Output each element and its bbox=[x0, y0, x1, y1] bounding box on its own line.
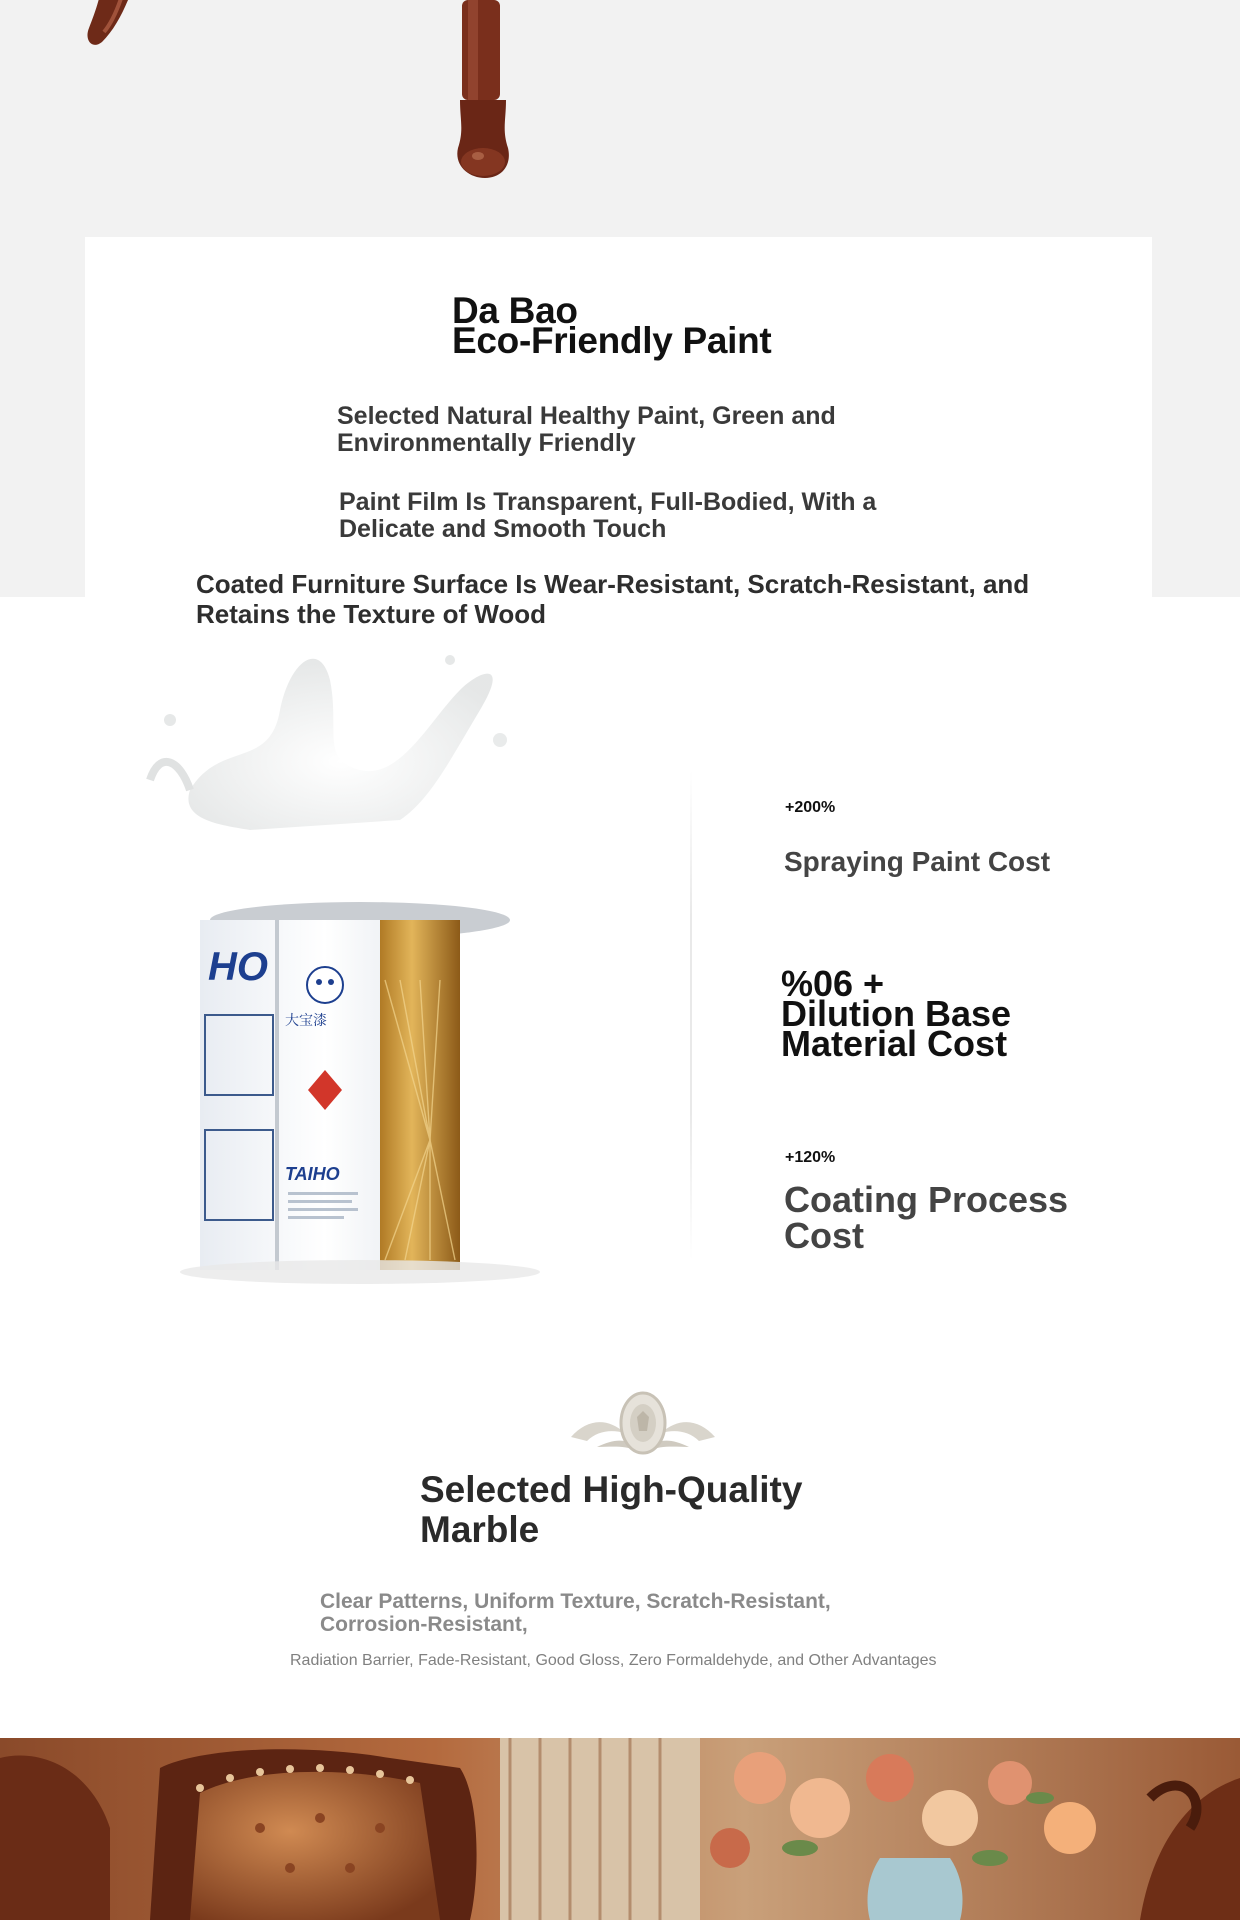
stat-1-value: +200% bbox=[785, 799, 836, 816]
svg-text:大宝漆: 大宝漆 bbox=[285, 1013, 327, 1029]
paint-can-image bbox=[130, 620, 690, 1290]
stat-2-block bbox=[781, 963, 1012, 1064]
stat-2-value: %06 + bbox=[781, 963, 885, 1004]
marble-title bbox=[420, 1470, 802, 1550]
marble-title-line-1: Selected High-Quality bbox=[420, 1469, 803, 1510]
feature-text-2: Paint Film Is Transparent, Full-Bodied, With a Delicate and Smooth Touch bbox=[339, 488, 877, 543]
feature-text-1: Selected Natural Healthy Paint, Green and Environmentally Friendly bbox=[337, 402, 836, 457]
brand-title-line-2: Eco-Friendly Paint bbox=[452, 320, 772, 361]
marble-title-line-2: Marble bbox=[420, 1509, 540, 1550]
furniture-photo bbox=[0, 1738, 1240, 1920]
svg-text:TAIHO: TAIHO bbox=[285, 1164, 340, 1184]
vertical-divider bbox=[690, 770, 692, 1260]
stat-3-value: +120% bbox=[785, 1149, 836, 1166]
feature-text-3: Coated Furniture Surface Is Wear-Resistant, Scratch-Resistant, and Retains the Texture of Wood bbox=[196, 569, 1030, 629]
brand-title-line-1: Da Bao bbox=[452, 290, 578, 331]
marble-description-1: Clear Patterns, Uniform Texture, Scratch-Resistant, Corrosion-Resistant, bbox=[320, 1590, 831, 1636]
brand-title bbox=[452, 290, 772, 361]
ornament-icon bbox=[567, 1389, 719, 1459]
stat-3-label bbox=[784, 1179, 1069, 1256]
stat-2-label-line-1: Dilution Base bbox=[781, 993, 1012, 1034]
stat-3-label-line-1: Coating Process bbox=[784, 1179, 1069, 1220]
chair-leg-center-image bbox=[450, 0, 520, 182]
marble-description-2: Radiation Barrier, Fade-Resistant, Good Gloss, Zero Formaldehyde, and Other Advantages bbox=[290, 1652, 937, 1669]
stat-3-label-line-2: Cost bbox=[784, 1215, 864, 1256]
svg-text:HO: HO bbox=[208, 945, 268, 989]
stat-1-label: Spraying Paint Cost bbox=[784, 846, 1051, 877]
stat-2-label-line-2: Material Cost bbox=[781, 1023, 1008, 1064]
chair-leg-left-image bbox=[84, 0, 154, 50]
